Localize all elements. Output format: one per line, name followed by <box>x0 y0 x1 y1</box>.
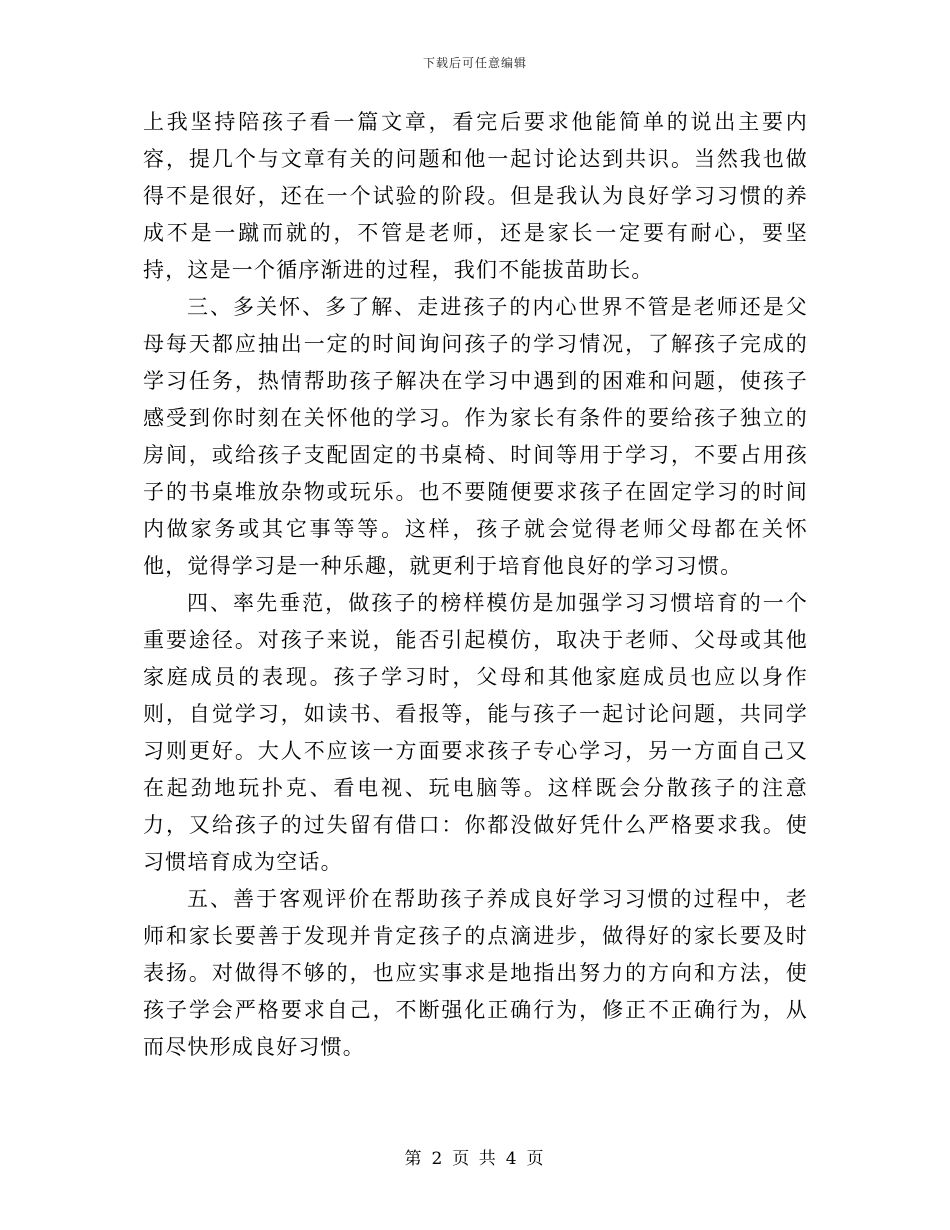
document-body <box>143 104 808 1066</box>
page-footer <box>0 1144 950 1169</box>
footer-suffix: 页 <box>526 1149 546 1169</box>
paragraph-section-5: 五、善于客观评价在帮助孩子养成良好学习习惯的过程中，老师和家长要善于发现并肯定孩子的点滴进步，做得好的家长要及时表扬。对做得不够的，也应实事求是地指出努力的方向和方法，使孩子学会严格要求自己，不断强化正确行为，修正不正确行为，从而尽快形成良好习惯。 <box>143 887 808 1059</box>
footer-current-page: 2 <box>431 1149 445 1169</box>
footer-middle: 页 共 <box>452 1149 498 1169</box>
footer-total-pages: 4 <box>505 1149 519 1169</box>
paragraph-continuation: 上我坚持陪孩子看一篇文章，看完后要求他能简单的说出主要内容，提几个与文章有关的问题和他一起讨论达到共识。当然我也做得不是很好，还在一个试验的阶段。但是我认为良好学习习惯的养成不是一蹴而就的，不管是老师，还是家长一定要有耐心，要坚持，这是一个循序渐进的过程，我们不能拔苗助长。 <box>143 110 808 282</box>
footer-prefix: 第 <box>404 1149 424 1169</box>
page-header: 下载后可任意编辑 <box>422 56 527 70</box>
paragraph-section-3: 三、多关怀、多了解、走进孩子的内心世界不管是老师还是父母每天都应抽出一定的时间询问孩子的学习情况，了解孩子完成的学习任务，热情帮助孩子解决在学习中遇到的困难和问题，使孩子感受到你时刻在关怀他的学习。作为家长有条件的要给孩子独立的房间，或给孩子支配固定的书桌椅、时间等用于学习，不要占用孩子的书桌堆放杂物或玩乐。也不要随便要求孩子在固定学习的时间内做家务或其它事等等。这样，孩子就会觉得老师父母都在关怀他，觉得学习是一种乐趣，就更利于培育他良好的学习习惯。 <box>143 295 808 578</box>
paragraph-section-4: 四、率先垂范，做孩子的榜样模仿是加强学习习惯培育的一个重要途径。对孩子来说，能否引起模仿，取决于老师、父母或其他家庭成员的表现。孩子学习时，父母和其他家庭成员也应以身作则，自觉学习，如读书、看报等，能与孩子一起讨论问题，共同学习则更好。大人不应该一方面要求孩子专心学习，另一方面自己又在起劲地玩扑克、看电视、玩电脑等。这样既会分散孩子的注意力，又给孩子的过失留有借口：你都没做好凭什么严格要求我。使习惯培育成为空话。 <box>143 591 808 874</box>
